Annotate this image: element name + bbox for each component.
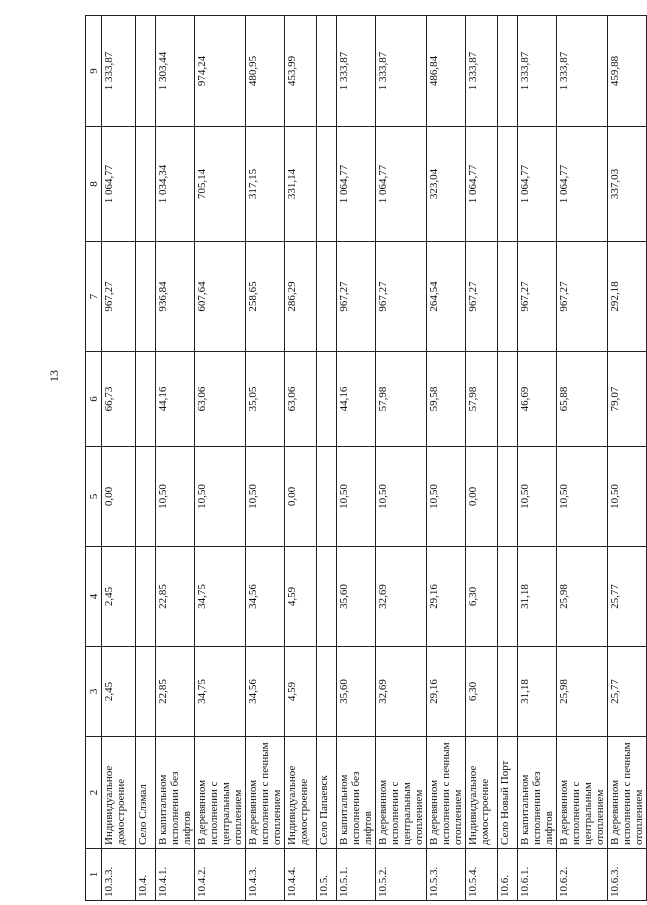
description-cell: В капитальном исполнении без лифтов: [156, 737, 195, 849]
column-header-2: 2: [86, 737, 102, 849]
value-cell: 4,59: [285, 647, 317, 737]
column-header-6: 6: [86, 352, 102, 447]
value-cell: 1 333,87: [557, 16, 608, 127]
value-cell: 22,85: [156, 647, 195, 737]
description-cell: В деревянном исполнении с печным отоплением: [608, 737, 647, 849]
description-cell: В капитальном исполнении без лифтов: [518, 737, 557, 849]
value-cell: 292,18: [608, 242, 647, 352]
empty-cell: [317, 242, 337, 352]
table-row: [102, 16, 136, 901]
table-row: [518, 16, 557, 901]
value-cell: 31,18: [518, 547, 557, 647]
value-cell: 459,88: [608, 16, 647, 127]
value-cell: 1 064,77: [376, 127, 427, 242]
column-header-1: 1: [86, 849, 102, 901]
value-cell: 0,00: [285, 447, 317, 547]
value-cell: 65,88: [557, 352, 608, 447]
empty-cell: [317, 647, 337, 737]
value-cell: 337,03: [608, 127, 647, 242]
value-cell: 4,59: [285, 547, 317, 647]
value-cell: 1 333,87: [518, 16, 557, 127]
value-cell: 31,18: [518, 647, 557, 737]
row-id-cell: 10.6.3.: [608, 849, 647, 901]
value-cell: 486,84: [427, 16, 466, 127]
value-cell: 10,50: [246, 447, 285, 547]
value-cell: 1 064,77: [466, 127, 498, 242]
description-cell: В деревянном исполнении с печным отоплением: [246, 737, 285, 849]
value-cell: 34,56: [246, 547, 285, 647]
value-cell: 323,04: [427, 127, 466, 242]
empty-cell: [498, 647, 518, 737]
value-cell: 1 064,77: [102, 127, 136, 242]
row-id-cell: 10.3.3.: [102, 849, 136, 901]
value-cell: 22,85: [156, 547, 195, 647]
value-cell: 1 034,34: [156, 127, 195, 242]
value-cell: 35,60: [337, 547, 376, 647]
row-id-cell: 10.5.: [317, 849, 337, 901]
value-cell: 25,98: [557, 547, 608, 647]
value-cell: 57,98: [376, 352, 427, 447]
empty-cell: [136, 242, 156, 352]
value-cell: 1 303,44: [156, 16, 195, 127]
section-title-cell: Село Новый Порт: [498, 737, 518, 849]
description-cell: Индивидуальное домостроение: [285, 737, 317, 849]
row-id-cell: 10.6.1.: [518, 849, 557, 901]
value-cell: 32,69: [376, 547, 427, 647]
table-row: [466, 16, 498, 901]
value-cell: 264,54: [427, 242, 466, 352]
value-cell: 34,75: [195, 547, 246, 647]
value-cell: 46,69: [518, 352, 557, 447]
value-cell: 967,27: [518, 242, 557, 352]
value-cell: 63,06: [285, 352, 317, 447]
value-cell: 6,30: [466, 547, 498, 647]
value-cell: 10,50: [608, 447, 647, 547]
description-cell: Индивидуальное домостроение: [466, 737, 498, 849]
value-cell: 1 064,77: [518, 127, 557, 242]
row-id-cell: 10.4.3.: [246, 849, 285, 901]
header-row: [86, 16, 102, 901]
row-id-cell: 10.4.1.: [156, 849, 195, 901]
value-cell: 607,64: [195, 242, 246, 352]
column-header-7: 7: [86, 242, 102, 352]
empty-cell: [317, 547, 337, 647]
value-cell: 44,16: [156, 352, 195, 447]
value-cell: 66,73: [102, 352, 136, 447]
empty-cell: [136, 352, 156, 447]
row-id-cell: 10.4.2.: [195, 849, 246, 901]
section-row: [136, 16, 156, 901]
value-cell: 1 333,87: [337, 16, 376, 127]
empty-cell: [136, 127, 156, 242]
value-cell: 29,16: [427, 547, 466, 647]
value-cell: 25,77: [608, 647, 647, 737]
row-id-cell: 10.6.: [498, 849, 518, 901]
value-cell: 25,77: [608, 547, 647, 647]
value-cell: 10,50: [195, 447, 246, 547]
section-row: [498, 16, 518, 901]
table-row: [376, 16, 427, 901]
row-id-cell: 10.6.2.: [557, 849, 608, 901]
value-cell: 705,14: [195, 127, 246, 242]
value-cell: 967,27: [557, 242, 608, 352]
value-cell: 480,95: [246, 16, 285, 127]
value-cell: 59,58: [427, 352, 466, 447]
value-cell: 258,65: [246, 242, 285, 352]
value-cell: 44,16: [337, 352, 376, 447]
empty-cell: [498, 127, 518, 242]
table-row: [608, 16, 647, 901]
empty-cell: [317, 352, 337, 447]
empty-cell: [317, 16, 337, 127]
value-cell: 1 064,77: [337, 127, 376, 242]
description-cell: В деревянном исполнении с печным отоплением: [427, 737, 466, 849]
rotated-table-area: [85, 16, 645, 901]
column-header-3: 3: [86, 647, 102, 737]
empty-cell: [498, 352, 518, 447]
value-cell: 10,50: [557, 447, 608, 547]
table-row: [427, 16, 466, 901]
value-cell: 10,50: [376, 447, 427, 547]
rotated-table-frame: [85, 16, 645, 901]
value-cell: 34,75: [195, 647, 246, 737]
value-cell: 1 333,87: [376, 16, 427, 127]
value-cell: 79,07: [608, 352, 647, 447]
value-cell: 1 333,87: [102, 16, 136, 127]
empty-cell: [136, 16, 156, 127]
description-cell: Индивидуальное домостроение: [102, 737, 136, 849]
value-cell: 967,27: [102, 242, 136, 352]
value-cell: 1 064,77: [557, 127, 608, 242]
row-id-cell: 10.5.1.: [337, 849, 376, 901]
row-id-cell: 10.5.2.: [376, 849, 427, 901]
value-cell: 6,30: [466, 647, 498, 737]
empty-cell: [498, 242, 518, 352]
value-cell: 967,27: [466, 242, 498, 352]
value-cell: 0,00: [102, 447, 136, 547]
column-header-5: 5: [86, 447, 102, 547]
row-id-cell: 10.5.4.: [466, 849, 498, 901]
table-row: [156, 16, 195, 901]
value-cell: 331,14: [285, 127, 317, 242]
value-cell: 35,05: [246, 352, 285, 447]
value-cell: 0,00: [466, 447, 498, 547]
value-cell: 10,50: [337, 447, 376, 547]
value-cell: 317,15: [246, 127, 285, 242]
value-cell: 57,98: [466, 352, 498, 447]
value-cell: 35,60: [337, 647, 376, 737]
table-row: [195, 16, 246, 901]
value-cell: 2,45: [102, 547, 136, 647]
value-cell: 1 333,87: [466, 16, 498, 127]
value-cell: 2,45: [102, 647, 136, 737]
table-row: [557, 16, 608, 901]
value-cell: 10,50: [518, 447, 557, 547]
value-cell: 10,50: [427, 447, 466, 547]
section-title-cell: Село Папаевск: [317, 737, 337, 849]
table-row: [246, 16, 285, 901]
empty-cell: [136, 547, 156, 647]
row-id-cell: 10.4.: [136, 849, 156, 901]
section-title-cell: Село Слэмал: [136, 737, 156, 849]
value-cell: 63,06: [195, 352, 246, 447]
value-cell: 453,99: [285, 16, 317, 127]
value-cell: 967,27: [337, 242, 376, 352]
column-header-8: 8: [86, 127, 102, 242]
section-row: [317, 16, 337, 901]
value-cell: 25,98: [557, 647, 608, 737]
empty-cell: [498, 447, 518, 547]
value-cell: 967,27: [376, 242, 427, 352]
tariff-table: [85, 15, 647, 901]
description-cell: В деревянном исполнении с центральным отоплением: [195, 737, 246, 849]
value-cell: 34,56: [246, 647, 285, 737]
empty-cell: [136, 447, 156, 547]
empty-cell: [317, 447, 337, 547]
empty-cell: [498, 547, 518, 647]
empty-cell: [136, 647, 156, 737]
description-cell: В капитальном исполнении без лифтов: [337, 737, 376, 849]
table-body: [102, 16, 647, 901]
column-header-4: 4: [86, 547, 102, 647]
row-id-cell: 10.5.3.: [427, 849, 466, 901]
value-cell: 286,29: [285, 242, 317, 352]
value-cell: 29,16: [427, 647, 466, 737]
empty-cell: [317, 127, 337, 242]
description-cell: В деревянном исполнении с центральным отоплением: [376, 737, 427, 849]
column-header-9: 9: [86, 16, 102, 127]
value-cell: 32,69: [376, 647, 427, 737]
page-number: 13: [47, 370, 61, 382]
table-row: [285, 16, 317, 901]
table-row: [337, 16, 376, 901]
value-cell: 974,24: [195, 16, 246, 127]
description-cell: В деревянном исполнении с центральным отоплением: [557, 737, 608, 849]
value-cell: 10,50: [156, 447, 195, 547]
value-cell: 936,84: [156, 242, 195, 352]
empty-cell: [498, 16, 518, 127]
row-id-cell: 10.4.4.: [285, 849, 317, 901]
